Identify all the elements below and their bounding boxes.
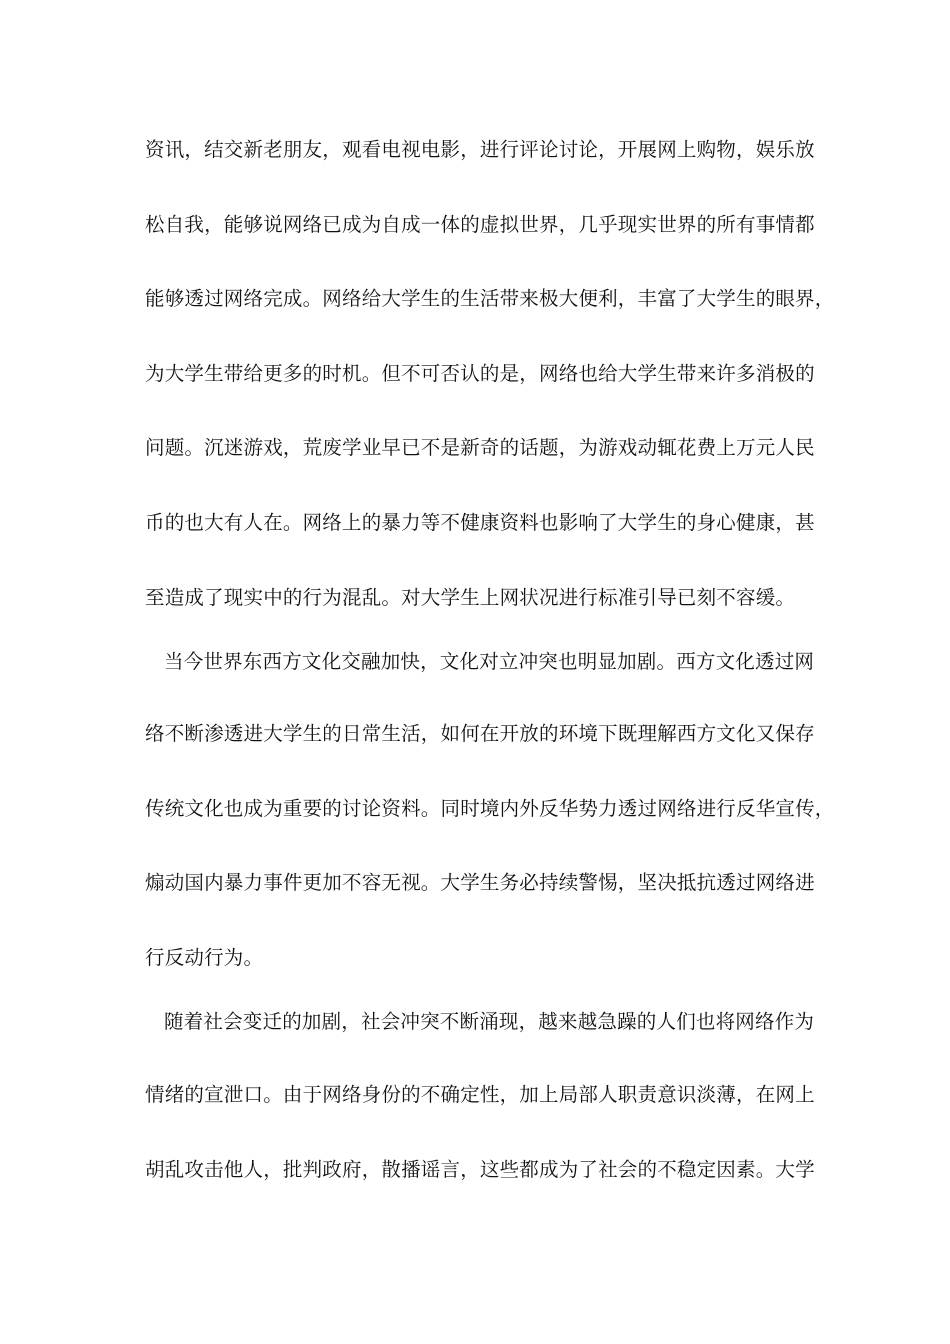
paragraph-line: 至造成了现实中的行为混乱。对大学生上网状况进行标准引导已刻不容缓。 (145, 586, 796, 609)
paragraph-line: 币的也大有人在。网络上的暴力等不健康资料也影响了大学生的身心健康，甚 (145, 511, 815, 534)
paragraph-line: 行反动行为。 (145, 946, 264, 969)
paragraph-line: 资讯，结交新老朋友，观看电视电影，进行评论讨论，开展网上购物，娱乐放 (145, 138, 815, 161)
paragraph-line: 传统文化也成为重要的讨论资料。同时境内外反华势力透过网络进行反华宣传， (145, 797, 835, 820)
paragraph-line: 当今世界东西方文化交融加快，文化对立冲突也明显加剧。西方文化透过网 (164, 650, 815, 673)
paragraph-line: 问题。沉迷游戏，荒废学业早已不是新奇的话题，为游戏动辄花费上万元人民 (145, 436, 815, 459)
paragraph-line: 松自我，能够说网络已成为自成一体的虚拟世界，几乎现实世界的所有事情都 (145, 213, 815, 236)
paragraph-line: 随着社会变迁的加剧，社会冲突不断涌现，越来越急躁的人们也将网络作为 (164, 1010, 815, 1033)
paragraph-line: 为大学生带给更多的时机。但不可否认的是，网络也给大学生带来许多消极的 (145, 362, 815, 385)
paragraph-line: 情绪的宣泄口。由于网络身份的不确定性，加上局部人职责意识淡薄，在网上 (145, 1083, 815, 1106)
paragraph-line: 络不断渗透进大学生的日常生活，如何在开放的环境下既理解西方文化又保存 (145, 722, 815, 745)
paragraph-line: 能够透过网络完成。网络给大学生的生活带来极大便利，丰富了大学生的眼界， (145, 287, 835, 310)
paragraph-line: 胡乱攻击他人，批判政府，散播谣言，这些都成为了社会的不稳定因素。大学 (145, 1158, 815, 1181)
paragraph-line: 煽动国内暴力事件更加不容无视。大学生务必持续警惕，坚决抵抗透过网络进 (145, 871, 815, 894)
